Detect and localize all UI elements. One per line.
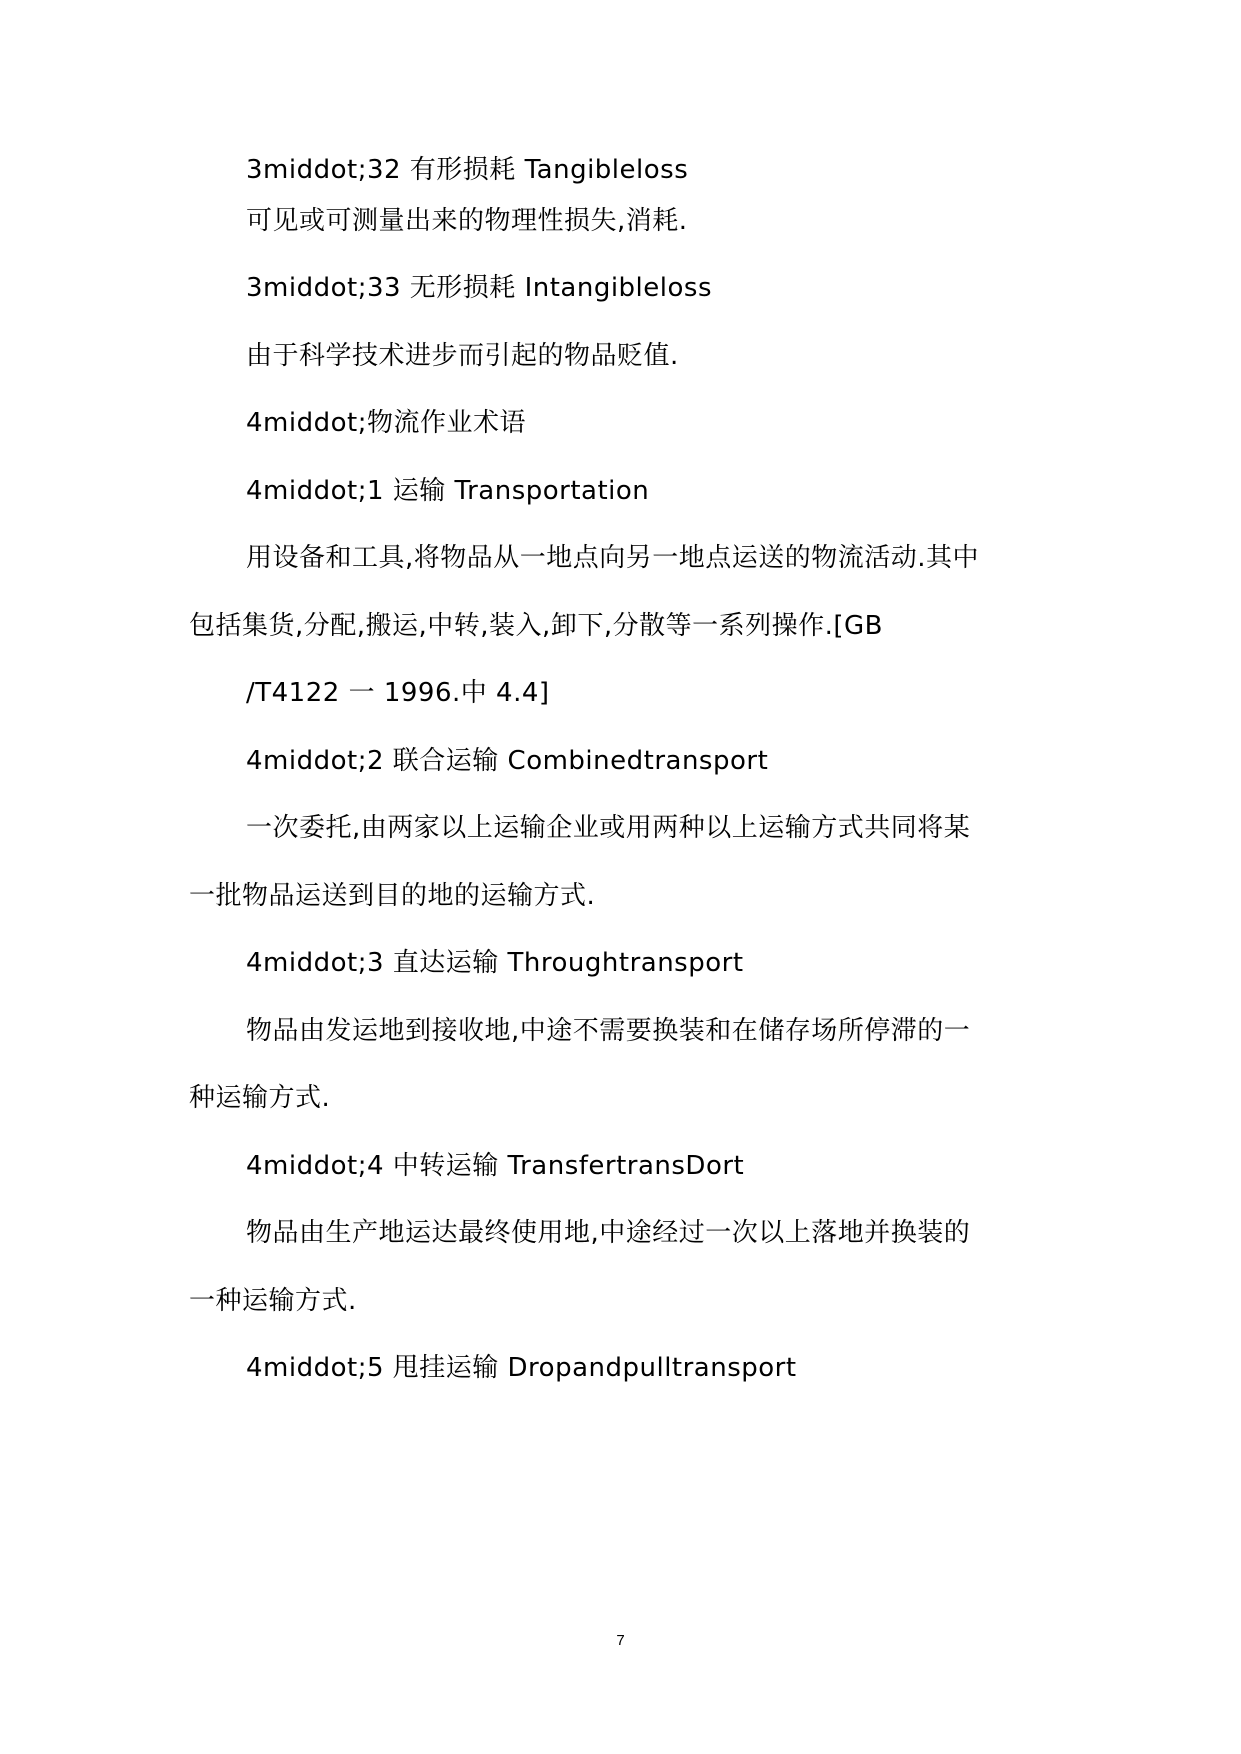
term-definition-4-2-line-1: 一次委托,由两家以上运输企业或用两种以上运输方式共同将某	[246, 813, 971, 843]
term-heading-3-32: 3middot;32 有形损耗 Tangibleloss	[246, 155, 689, 185]
term-definition-4-3-line-2: 种运输方式.	[189, 1083, 331, 1113]
term-definition-4-1-line-3: /T4122 一 1996.中 4.4]	[246, 678, 550, 708]
term-definition-4-4-line-2: 一种运输方式.	[189, 1286, 357, 1316]
term-heading-4-2: 4middot;2 联合运输 Combinedtransport	[246, 746, 769, 776]
term-definition-4-2-line-2: 一批物品运送到目的地的运输方式.	[189, 881, 596, 911]
term-heading-3-33: 3middot;33 无形损耗 Intangibleloss	[246, 273, 713, 303]
term-heading-4-4: 4middot;4 中转运输 TransfertransDort	[246, 1151, 745, 1181]
term-definition-3-33: 由于科学技术进步而引起的物品贬值.	[246, 341, 679, 371]
term-heading-4-1: 4middot;1 运输 Transportation	[246, 476, 650, 506]
term-definition-3-32: 可见或可测量出来的物理性损失,消耗.	[246, 206, 688, 236]
term-definition-4-1-line-2: 包括集货,分配,搬运,中转,装入,卸下,分散等一系列操作.[GB	[189, 611, 883, 641]
term-definition-4-3-line-1: 物品由发运地到接收地,中途不需要换装和在储存场所停滞的一	[246, 1016, 971, 1046]
page-number: 7	[616, 1632, 625, 1649]
section-heading-4: 4middot;物流作业术语	[246, 408, 526, 438]
term-heading-4-3: 4middot;3 直达运输 Throughtransport	[246, 948, 744, 978]
term-heading-4-5: 4middot;5 甩挂运输 Dropandpulltransport	[246, 1353, 797, 1383]
term-definition-4-1-line-1: 用设备和工具,将物品从一地点向另一地点运送的物流活动.其中	[246, 543, 980, 573]
term-definition-4-4-line-1: 物品由生产地运达最终使用地,中途经过一次以上落地并换装的	[246, 1218, 971, 1248]
